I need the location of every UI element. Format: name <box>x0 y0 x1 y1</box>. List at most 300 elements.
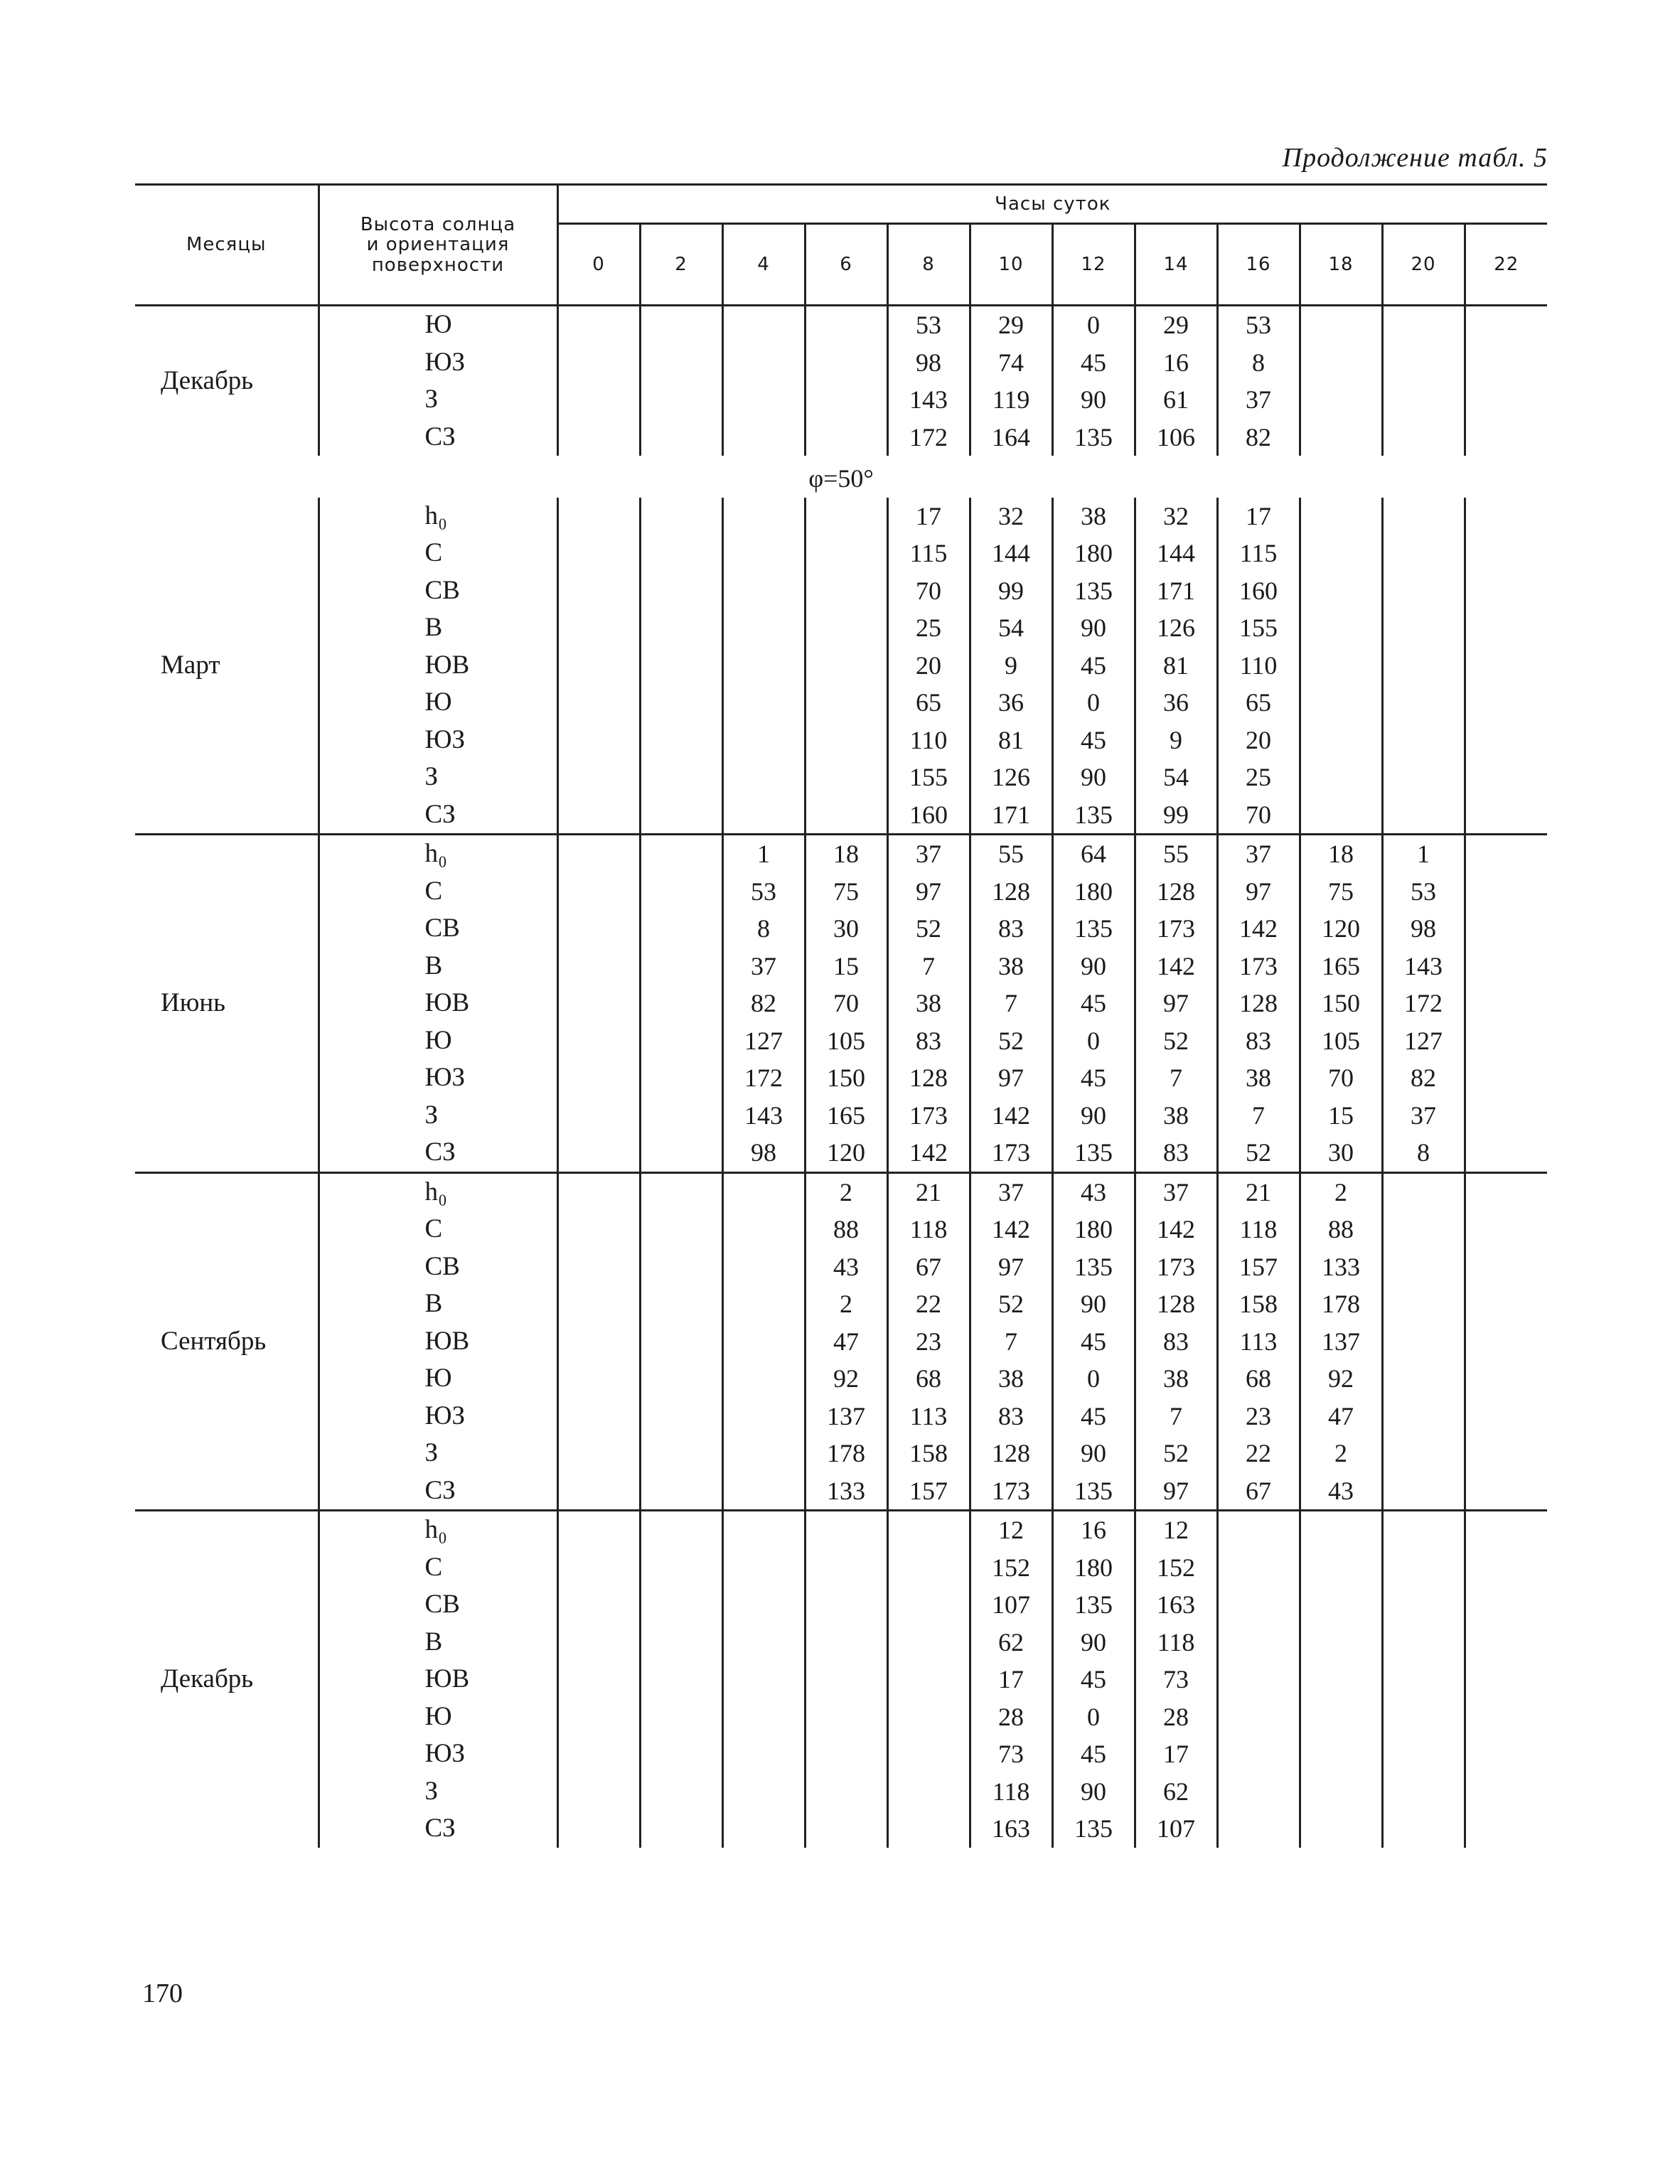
value-cell <box>1382 1211 1465 1248</box>
value-cell <box>1382 1810 1465 1848</box>
value-cell <box>557 1624 640 1661</box>
orientation-label: ЮВ <box>319 1661 557 1698</box>
orientation-label: В <box>319 609 557 647</box>
value-cell <box>722 1624 805 1661</box>
orientation-label: Ю <box>319 306 557 344</box>
table-row <box>135 985 1547 1022</box>
value-cell <box>805 306 887 344</box>
value-cell: 52 <box>1217 1134 1300 1172</box>
orientation-label: h₀ <box>319 1172 557 1211</box>
table-row <box>135 910 1547 948</box>
value-cell: 70 <box>805 985 887 1022</box>
value-cell: 180 <box>1052 1211 1135 1248</box>
value-cell: 68 <box>1217 1360 1300 1398</box>
value-cell <box>557 835 640 873</box>
value-cell <box>1382 1435 1465 1472</box>
table-continuation-caption: Продолжение табл. 5 <box>1282 143 1548 173</box>
value-cell <box>640 684 722 722</box>
value-cell <box>722 1472 805 1511</box>
table-row <box>135 1472 1547 1511</box>
value-cell <box>1465 1735 1547 1773</box>
value-cell <box>1300 1661 1382 1698</box>
orientation-label: СВ <box>319 572 557 610</box>
value-cell: 70 <box>1217 796 1300 835</box>
value-cell <box>1300 498 1382 535</box>
value-cell: 173 <box>970 1472 1052 1511</box>
value-cell: 173 <box>887 1097 970 1135</box>
value-cell <box>1465 1661 1547 1698</box>
value-cell: 65 <box>887 684 970 722</box>
value-cell <box>805 498 887 535</box>
value-cell: 45 <box>1052 1735 1135 1773</box>
orientation-label: СЗ <box>319 1810 557 1848</box>
value-cell: 0 <box>1052 306 1135 344</box>
value-cell <box>1465 1698 1547 1736</box>
value-cell: 83 <box>970 910 1052 948</box>
value-cell <box>1300 684 1382 722</box>
value-cell <box>1382 609 1465 647</box>
value-cell <box>805 684 887 722</box>
value-cell <box>1300 1735 1382 1773</box>
value-cell: 98 <box>887 344 970 382</box>
value-cell: 1 <box>722 835 805 873</box>
value-cell <box>640 835 722 873</box>
value-cell: 99 <box>970 572 1052 610</box>
value-cell <box>887 1661 970 1698</box>
value-cell <box>1217 1549 1300 1587</box>
value-cell <box>805 759 887 796</box>
table-row <box>135 1134 1547 1172</box>
value-cell: 83 <box>1135 1323 1217 1361</box>
table-row <box>135 873 1547 911</box>
value-cell <box>640 948 722 985</box>
table-row <box>135 1285 1547 1323</box>
value-cell: 37 <box>1217 381 1300 419</box>
value-cell: 143 <box>887 381 970 419</box>
value-cell <box>887 1773 970 1811</box>
value-cell: 142 <box>1135 1211 1217 1248</box>
value-cell <box>1300 796 1382 835</box>
value-cell <box>805 572 887 610</box>
value-cell <box>1217 1624 1300 1661</box>
value-cell <box>805 1735 887 1773</box>
value-cell <box>1217 1586 1300 1624</box>
value-cell: 16 <box>1135 344 1217 382</box>
value-cell <box>722 419 805 456</box>
value-cell: 52 <box>970 1022 1052 1060</box>
value-cell <box>722 1323 805 1361</box>
table-row <box>135 381 1547 419</box>
value-cell <box>640 1323 722 1361</box>
value-cell <box>1465 910 1547 948</box>
value-cell: 120 <box>805 1134 887 1172</box>
value-cell: 150 <box>805 1059 887 1097</box>
value-cell <box>640 1810 722 1848</box>
value-cell <box>557 1398 640 1435</box>
value-cell <box>640 910 722 948</box>
value-cell <box>1465 873 1547 911</box>
orientation-label: С <box>319 535 557 572</box>
value-cell <box>557 910 640 948</box>
value-cell <box>1465 381 1547 419</box>
table-row <box>135 1810 1547 1848</box>
value-cell <box>722 1398 805 1435</box>
value-cell <box>640 1586 722 1624</box>
header-hours: Часы суток <box>557 185 1547 224</box>
value-cell: 82 <box>1217 419 1300 456</box>
value-cell <box>1217 1511 1300 1549</box>
header-hour: 4 <box>722 224 805 306</box>
value-cell: 7 <box>970 985 1052 1022</box>
value-cell <box>1382 306 1465 344</box>
orientation-label: ЮВ <box>319 985 557 1022</box>
value-cell <box>557 759 640 796</box>
value-cell <box>887 1698 970 1736</box>
value-cell: 81 <box>970 722 1052 759</box>
value-cell <box>722 1661 805 1698</box>
value-cell <box>722 1735 805 1773</box>
table-row <box>135 759 1547 796</box>
value-cell <box>640 1735 722 1773</box>
value-cell <box>1465 1472 1547 1511</box>
value-cell: 115 <box>1217 535 1300 572</box>
value-cell: 20 <box>1217 722 1300 759</box>
value-cell <box>722 722 805 759</box>
value-cell <box>1382 1398 1465 1435</box>
value-cell: 97 <box>1135 1472 1217 1511</box>
value-cell: 135 <box>1052 1810 1135 1848</box>
value-cell: 171 <box>1135 572 1217 610</box>
value-cell: 142 <box>887 1134 970 1172</box>
value-cell: 18 <box>1300 835 1382 873</box>
value-cell: 7 <box>1135 1059 1217 1097</box>
value-cell <box>640 1059 722 1097</box>
value-cell: 22 <box>887 1285 970 1323</box>
value-cell <box>1300 1549 1382 1587</box>
value-cell: 12 <box>1135 1511 1217 1549</box>
value-cell: 67 <box>1217 1472 1300 1511</box>
value-cell: 180 <box>1052 1549 1135 1587</box>
header-hour: 12 <box>1052 224 1135 306</box>
value-cell: 38 <box>887 985 970 1022</box>
value-cell: 7 <box>970 1323 1052 1361</box>
value-cell <box>1300 306 1382 344</box>
value-cell: 23 <box>887 1323 970 1361</box>
month-label: Декабрь <box>135 1511 319 1848</box>
table-row <box>135 1398 1547 1435</box>
table-row <box>135 722 1547 759</box>
value-cell: 172 <box>722 1059 805 1097</box>
value-cell <box>1465 1172 1547 1211</box>
page-number: 170 <box>142 1979 183 2008</box>
value-cell: 152 <box>970 1549 1052 1587</box>
value-cell: 29 <box>1135 306 1217 344</box>
value-cell <box>805 1773 887 1811</box>
value-cell: 158 <box>1217 1285 1300 1323</box>
value-cell <box>1382 1285 1465 1323</box>
value-cell: 2 <box>1300 1172 1382 1211</box>
table-row <box>135 1549 1547 1587</box>
value-cell: 180 <box>1052 535 1135 572</box>
value-cell: 92 <box>1300 1360 1382 1398</box>
value-cell <box>1465 535 1547 572</box>
value-cell <box>557 1549 640 1587</box>
value-cell <box>722 381 805 419</box>
value-cell: 143 <box>722 1097 805 1135</box>
orientation-label: З <box>319 1097 557 1135</box>
value-cell: 120 <box>1300 910 1382 948</box>
month-label: Сентябрь <box>135 1172 319 1511</box>
value-cell: 165 <box>1300 948 1382 985</box>
value-cell <box>640 1661 722 1698</box>
value-cell <box>1465 1285 1547 1323</box>
value-cell <box>1382 1323 1465 1361</box>
value-cell: 113 <box>1217 1323 1300 1361</box>
orientation-label: ЮВ <box>319 1323 557 1361</box>
table-row <box>135 535 1547 572</box>
value-cell: 133 <box>805 1472 887 1511</box>
value-cell <box>805 1511 887 1549</box>
value-cell: 45 <box>1052 722 1135 759</box>
value-cell <box>1300 344 1382 382</box>
value-cell <box>1465 835 1547 873</box>
value-cell <box>1465 1059 1547 1097</box>
value-cell: 135 <box>1052 910 1135 948</box>
orientation-label: СВ <box>319 1248 557 1286</box>
value-cell <box>1382 1172 1465 1211</box>
value-cell: 90 <box>1052 1624 1135 1661</box>
value-cell: 52 <box>1135 1022 1217 1060</box>
value-cell: 137 <box>1300 1323 1382 1361</box>
value-cell: 38 <box>970 1360 1052 1398</box>
value-cell: 53 <box>722 873 805 911</box>
value-cell <box>640 1773 722 1811</box>
month-label: Июнь <box>135 835 319 1173</box>
value-cell <box>640 873 722 911</box>
value-cell: 128 <box>970 1435 1052 1472</box>
value-cell <box>640 419 722 456</box>
value-cell: 128 <box>1217 985 1300 1022</box>
value-cell <box>1465 684 1547 722</box>
value-cell: 135 <box>1052 419 1135 456</box>
value-cell: 43 <box>1300 1472 1382 1511</box>
value-cell: 90 <box>1052 1097 1135 1135</box>
value-cell <box>1465 572 1547 610</box>
value-cell <box>1382 722 1465 759</box>
value-cell <box>1382 796 1465 835</box>
value-cell: 9 <box>970 647 1052 685</box>
value-cell: 90 <box>1052 948 1135 985</box>
value-cell: 74 <box>970 344 1052 382</box>
value-cell <box>1300 609 1382 647</box>
value-cell <box>1465 1134 1547 1172</box>
value-cell: 178 <box>805 1435 887 1472</box>
value-cell <box>722 1435 805 1472</box>
value-cell <box>1465 1549 1547 1587</box>
value-cell: 1 <box>1382 835 1465 873</box>
value-cell: 73 <box>1135 1661 1217 1698</box>
value-cell <box>1465 796 1547 835</box>
value-cell <box>1465 1624 1547 1661</box>
value-cell <box>557 1248 640 1286</box>
value-cell <box>1300 535 1382 572</box>
value-cell <box>640 609 722 647</box>
value-cell <box>1382 647 1465 685</box>
value-cell: 43 <box>1052 1172 1135 1211</box>
value-cell: 152 <box>1135 1549 1217 1587</box>
value-cell <box>1465 1398 1547 1435</box>
orientation-label: ЮЗ <box>319 1735 557 1773</box>
value-cell <box>805 1810 887 1848</box>
value-cell <box>1300 572 1382 610</box>
value-cell <box>640 1435 722 1472</box>
value-cell <box>640 1097 722 1135</box>
table-row <box>135 796 1547 835</box>
value-cell: 22 <box>1217 1435 1300 1472</box>
value-cell <box>722 1810 805 1848</box>
table-row <box>135 1022 1547 1060</box>
value-cell: 38 <box>1052 498 1135 535</box>
value-cell: 45 <box>1052 1661 1135 1698</box>
value-cell: 2 <box>805 1172 887 1211</box>
value-cell: 54 <box>970 609 1052 647</box>
value-cell: 8 <box>1217 344 1300 382</box>
value-cell: 118 <box>1135 1624 1217 1661</box>
value-cell: 92 <box>805 1360 887 1398</box>
value-cell: 37 <box>1217 835 1300 873</box>
value-cell: 97 <box>970 1248 1052 1286</box>
orientation-label: С <box>319 1549 557 1587</box>
value-cell <box>557 684 640 722</box>
orientation-label: ЮВ <box>319 647 557 685</box>
value-cell: 37 <box>887 835 970 873</box>
orientation-label: СЗ <box>319 1472 557 1511</box>
value-cell <box>1300 1698 1382 1736</box>
sun-angle-table <box>135 183 1547 1848</box>
value-cell: 45 <box>1052 1398 1135 1435</box>
value-cell: 45 <box>1052 1323 1135 1361</box>
orientation-label: С <box>319 873 557 911</box>
value-cell: 90 <box>1052 381 1135 419</box>
value-cell: 54 <box>1135 759 1217 796</box>
value-cell: 52 <box>887 910 970 948</box>
value-cell <box>722 1586 805 1624</box>
value-cell <box>722 306 805 344</box>
orientation-label: З <box>319 1435 557 1472</box>
value-cell: 43 <box>805 1248 887 1286</box>
value-cell <box>1465 1511 1547 1549</box>
value-cell: 173 <box>1135 1248 1217 1286</box>
value-cell <box>557 1360 640 1398</box>
value-cell: 20 <box>887 647 970 685</box>
value-cell: 135 <box>1052 1248 1135 1286</box>
value-cell: 28 <box>970 1698 1052 1736</box>
orientation-label: Ю <box>319 684 557 722</box>
table-row <box>135 1360 1547 1398</box>
value-cell <box>805 419 887 456</box>
value-cell: 172 <box>1382 985 1465 1022</box>
value-cell <box>805 381 887 419</box>
value-cell: 126 <box>970 759 1052 796</box>
value-cell <box>640 722 722 759</box>
value-cell: 55 <box>1135 835 1217 873</box>
value-cell: 28 <box>1135 1698 1217 1736</box>
value-cell: 53 <box>1382 873 1465 911</box>
value-cell <box>640 306 722 344</box>
value-cell <box>1300 1511 1382 1549</box>
value-cell: 133 <box>1300 1248 1382 1286</box>
value-cell <box>557 647 640 685</box>
value-cell <box>640 1511 722 1549</box>
value-cell: 90 <box>1052 1773 1135 1811</box>
value-cell: 38 <box>1135 1097 1217 1135</box>
value-cell <box>722 1172 805 1211</box>
orientation-label: Ю <box>319 1360 557 1398</box>
value-cell <box>1465 1586 1547 1624</box>
orientation-label: СВ <box>319 1586 557 1624</box>
value-cell: 135 <box>1052 1586 1135 1624</box>
value-cell: 163 <box>1135 1586 1217 1624</box>
value-cell <box>887 1511 970 1549</box>
orientation-label: В <box>319 1624 557 1661</box>
value-cell <box>1382 535 1465 572</box>
table-row <box>135 1661 1547 1698</box>
value-cell <box>1300 419 1382 456</box>
value-cell <box>722 1248 805 1286</box>
value-cell <box>1465 948 1547 985</box>
value-cell: 128 <box>970 873 1052 911</box>
value-cell: 105 <box>805 1022 887 1060</box>
value-cell: 97 <box>1217 873 1300 911</box>
value-cell <box>722 1773 805 1811</box>
value-cell: 155 <box>1217 609 1300 647</box>
value-cell: 127 <box>1382 1022 1465 1060</box>
value-cell: 171 <box>970 796 1052 835</box>
value-cell: 97 <box>970 1059 1052 1097</box>
table-row <box>135 948 1547 985</box>
value-cell <box>1465 419 1547 456</box>
table-row <box>135 1097 1547 1135</box>
value-cell: 32 <box>1135 498 1217 535</box>
value-cell <box>805 535 887 572</box>
value-cell: 137 <box>805 1398 887 1435</box>
orientation-label: ЮЗ <box>319 1059 557 1097</box>
value-cell: 25 <box>1217 759 1300 796</box>
table-row <box>135 835 1547 873</box>
value-cell <box>557 1661 640 1698</box>
value-cell: 15 <box>805 948 887 985</box>
value-cell <box>1300 647 1382 685</box>
value-cell <box>557 609 640 647</box>
orientation-label: З <box>319 759 557 796</box>
value-cell <box>557 796 640 835</box>
value-cell <box>1465 1323 1547 1361</box>
value-cell <box>722 796 805 835</box>
table-row <box>135 1698 1547 1736</box>
value-cell <box>557 419 640 456</box>
value-cell <box>722 1549 805 1587</box>
header-hour: 10 <box>970 224 1052 306</box>
value-cell <box>1217 1698 1300 1736</box>
table-row <box>135 419 1547 456</box>
value-cell <box>1300 1810 1382 1848</box>
value-cell <box>640 1472 722 1511</box>
value-cell: 113 <box>887 1398 970 1435</box>
value-cell: 88 <box>805 1211 887 1248</box>
value-cell: 36 <box>1135 684 1217 722</box>
value-cell: 82 <box>722 985 805 1022</box>
value-cell: 7 <box>887 948 970 985</box>
